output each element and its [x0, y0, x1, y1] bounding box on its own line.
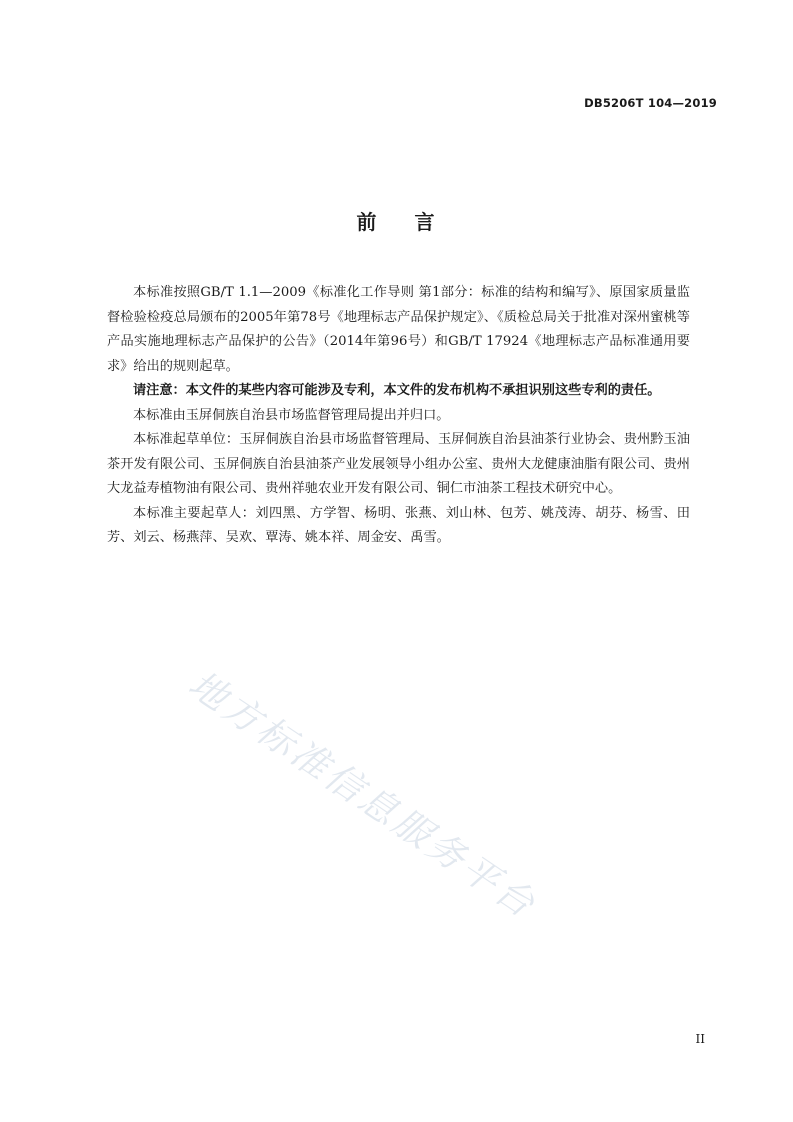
watermark-text: 地方标准信息服务平台 — [180, 662, 545, 928]
title-part-2: 言 — [414, 210, 437, 234]
paragraph-proposer: 本标准由玉屏侗族自治县市场监督管理局提出并归口。 — [133, 407, 450, 423]
paragraph-drafting-rules: 本标准按照GB/T 1.1—2009《标准化工作导则 第1部分：标准的结构和编写》、原国家质量监督检验检疫总局颁布的2005年第78号《地理标志产品保护规定》、《质检总局关于批准对深州蜜桃等产品实施地理标志产品保护的公告》（2014年第96号）和GB/T 17924《地理标志产品标准通用要求》给出的规则起草。 — [107, 285, 690, 374]
paragraph-drafters: 本标准主要起草人：刘四黑、方学智、杨明、张燕、刘山林、包芳、姚茂涛、胡芬、杨雪、田芳、刘云、杨燕萍、吴欢、覃涛、姚本祥、周金安、禹雪。 — [107, 505, 690, 545]
foreword-body — [107, 281, 690, 551]
title-part-1: 前 — [356, 210, 379, 234]
page-number: II — [695, 1032, 705, 1046]
paragraph-patent-notice: 请注意：本文件的某些内容可能涉及专利，本文件的发布机构不承担识别这些专利的责任。 — [133, 383, 661, 398]
document-code: DB5206T 104—2019 — [584, 96, 717, 110]
page-title — [0, 206, 793, 235]
paragraph-drafting-units: 本标准起草单位：玉屏侗族自治县市场监督管理局、玉屏侗族自治县油茶行业协会、贵州黔玉油茶开发有限公司、玉屏侗族自治县油茶产业发展领导小组办公室、贵州大龙健康油脂有限公司、贵州大龙益寿植物油有限公司、贵州祥驰农业开发有限公司、铜仁市油茶工程技术研究中心。 — [107, 432, 690, 496]
